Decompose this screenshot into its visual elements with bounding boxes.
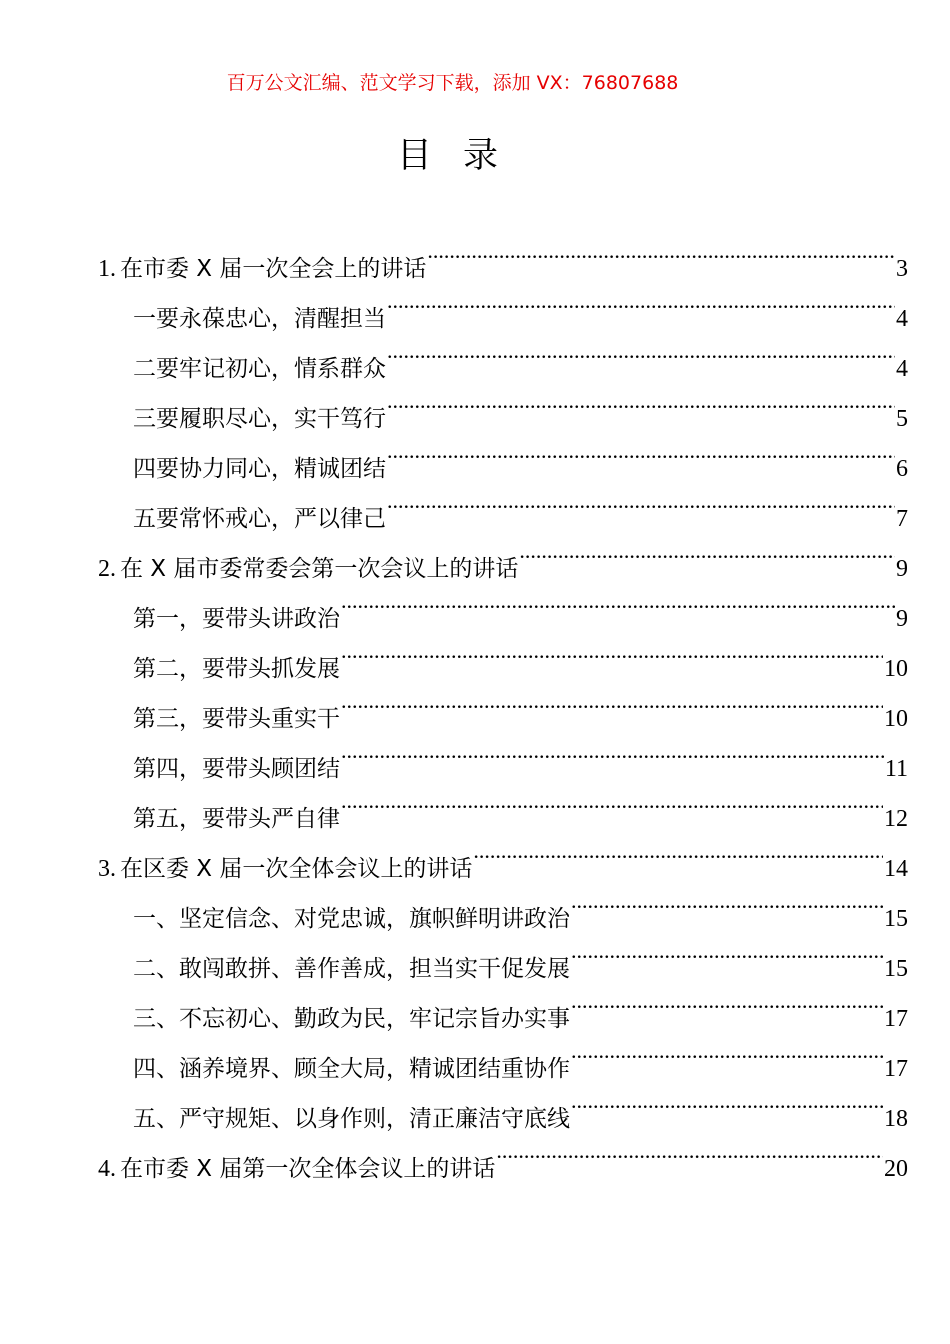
toc-entry-title: 第四，要带头顾团结 (133, 756, 340, 782)
toc-dot-leader (473, 826, 883, 876)
toc-entry-title: 第五，要带头严自律 (133, 806, 340, 832)
toc-dot-leader (571, 976, 883, 1026)
toc-entry[interactable] (133, 926, 908, 982)
toc-entry-page: 5 (896, 406, 908, 432)
toc-entry-title: 四、涵养境界、顾全大局，精诚团结重协作 (133, 1056, 570, 1082)
toc-entry-page: 20 (884, 1156, 908, 1182)
toc-entry-number: 4. (98, 1156, 116, 1182)
toc-entry-title: 五要常怀戒心，严以律己 (133, 506, 386, 532)
toc-entry-page: 15 (884, 906, 908, 932)
toc-entry-page: 3 (896, 256, 908, 282)
toc-dot-leader (571, 1026, 883, 1076)
toc-entry-page: 6 (896, 456, 908, 482)
toc-entry-page: 17 (884, 1056, 908, 1082)
toc-entry-number: 3. (98, 856, 116, 882)
toc-entry-number: 1. (98, 256, 116, 282)
toc-entry-page: 12 (884, 806, 908, 832)
toc-entry[interactable] (133, 976, 908, 1032)
toc-dot-leader (387, 276, 895, 326)
toc-entry[interactable] (133, 676, 908, 732)
toc-entry-title: 一要永葆忠心，清醒担当 (133, 306, 386, 332)
page-title: 目 录 (396, 136, 509, 176)
toc-entry-title: 在市委 X 届第一次全体会议上的讲话 (120, 1156, 496, 1182)
toc-entry[interactable] (133, 576, 908, 632)
toc-dot-leader (571, 926, 883, 976)
toc-entry-title: 第一，要带头讲政治 (133, 606, 340, 632)
toc-entry-page: 7 (896, 506, 908, 532)
toc-entry-page: 4 (896, 356, 908, 382)
toc-entry-title: 五、严守规矩、以身作则，清正廉洁守底线 (133, 1106, 570, 1132)
toc-dot-leader (387, 376, 895, 426)
toc-entry[interactable] (98, 526, 908, 582)
toc-entry[interactable] (133, 426, 908, 482)
toc-entry[interactable] (133, 376, 908, 432)
toc-dot-leader (387, 326, 895, 376)
toc-entry-page: 9 (896, 556, 908, 582)
toc-entry-page: 18 (884, 1106, 908, 1132)
toc-entry[interactable] (133, 726, 908, 782)
toc-entry-page: 15 (884, 956, 908, 982)
toc-dot-leader (571, 1076, 883, 1126)
toc-entry-page: 9 (896, 606, 908, 632)
toc-entry-title: 三要履职尽心，实干笃行 (133, 406, 386, 432)
toc-dot-leader (387, 426, 895, 476)
header-note: 百万公文汇编、范文学习下载，添加 VX：76807688 (226, 72, 679, 94)
toc-entry-title: 一、坚定信念、对党忠诚，旗帜鲜明讲政治 (133, 906, 570, 932)
toc-entry-title: 第二，要带头抓发展 (133, 656, 340, 682)
toc-entry[interactable] (133, 476, 908, 532)
toc-entry-page: 14 (884, 856, 908, 882)
toc-dot-leader (341, 626, 883, 676)
toc-entry-page: 11 (884, 756, 908, 782)
toc-dot-leader (341, 776, 883, 826)
toc-entry[interactable] (98, 226, 908, 282)
toc-entry-title: 二、敢闯敢拼、善作善成，担当实干促发展 (133, 956, 570, 982)
toc-entry[interactable] (98, 826, 908, 882)
toc-entry-page: 4 (896, 306, 908, 332)
toc-entry-title: 第三，要带头重实干 (133, 706, 340, 732)
toc-entry-title: 在市委 X 届一次全会上的讲话 (120, 256, 427, 282)
toc-entry[interactable] (98, 1126, 908, 1182)
toc-dot-leader (519, 526, 895, 576)
toc-entry-number: 2. (98, 556, 116, 582)
toc-entry-title: 在 X 届市委常委会第一次会议上的讲话 (120, 556, 519, 582)
toc-entry-page: 10 (884, 706, 908, 732)
toc-dot-leader (496, 1126, 883, 1176)
toc-dot-leader (387, 476, 895, 526)
toc-entry[interactable] (133, 626, 908, 682)
toc-entry-title: 三、不忘初心、勤政为民，牢记宗旨办实事 (133, 1006, 570, 1032)
toc-entry-page: 17 (884, 1006, 908, 1032)
toc-entry[interactable] (133, 1026, 908, 1082)
toc-entry-title: 在区委 X 届一次全体会议上的讲话 (120, 856, 473, 882)
toc-entry-page: 10 (884, 656, 908, 682)
toc-entry-title: 二要牢记初心，情系群众 (133, 356, 386, 382)
toc-dot-leader (571, 876, 883, 926)
toc-dot-leader (341, 576, 895, 626)
toc-entry[interactable] (133, 326, 908, 382)
toc-dot-leader (341, 726, 884, 776)
toc-entry[interactable] (133, 1076, 908, 1132)
toc-entry[interactable] (133, 876, 908, 932)
toc-dot-leader (427, 226, 895, 276)
toc-entry[interactable] (133, 776, 908, 832)
toc-entry[interactable] (133, 276, 908, 332)
toc-entry-title: 四要协力同心，精诚团结 (133, 456, 386, 482)
toc-dot-leader (341, 676, 883, 726)
